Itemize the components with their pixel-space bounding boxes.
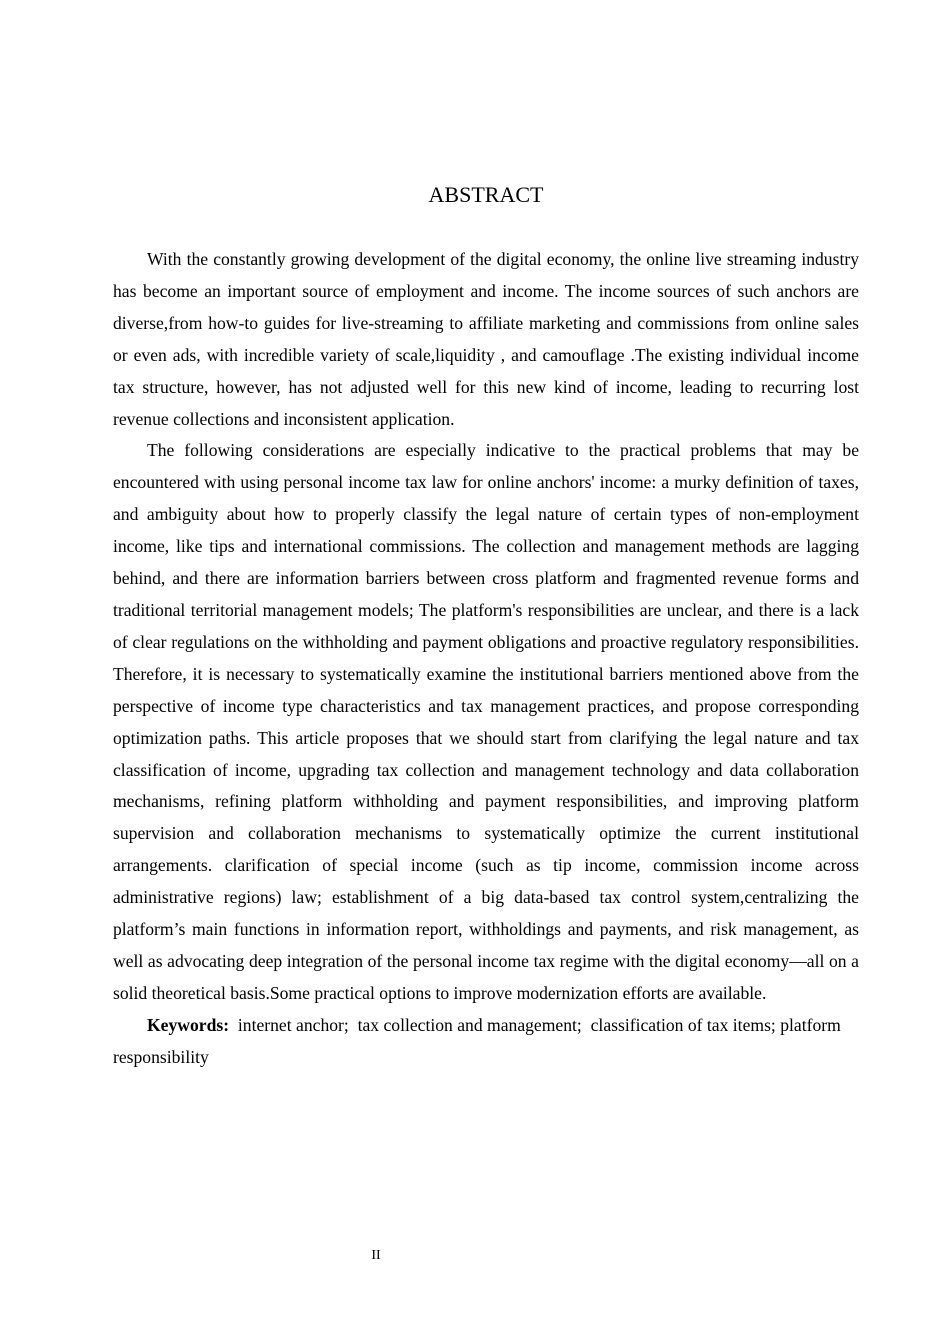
keywords-label: Keywords: bbox=[147, 1014, 230, 1035]
abstract-paragraph-1: With the constantly growing development of the digital economy, the online live streaming industry has become an important source of employment and income. The income sources of such anchors are diverse,from how-to guides for live-streaming to affiliate marketing and commissions from online sales or even ads, with incredible variety of scale,liquidity , and camouflage .The existing individual income tax structure, however, has not adjusted well for this new kind of income, leading to recurring lost revenue collections and inconsistent application. bbox=[113, 249, 859, 429]
abstract-paragraph-2: The following considerations are especially indicative to the practical problems that may be encountered with using personal income tax law for online anchors' income: a murky definition of taxes, and ambiguity about how to properly classify the legal nature of certain types of non-employment income, like tips and international commissions. The collection and management methods are lagging behind, and there are information barriers between cross platform and fragmented revenue forms and traditional territorial management models; The platform's responsibilities are unclear, and there is a lack of clear regulations on the withholding and payment obligations and proactive regulatory responsibilities. Therefore, it is necessary to systematically examine the institutional barriers mentioned above from the perspective of income type characteristics and tax management practices, and propose corresponding optimization paths. This article proposes that we should start from clarifying the legal nature and tax classification of income, upgrading tax collection and management technology and data collaboration mechanisms, refining platform withholding and payment responsibilities, and improving platform supervision and collaboration mechanisms to systematically optimize the current institutional arrangements. clarification of special income (such as tip income, commission income across administrative regions) law; establishment of a big data-based tax control system,centralizing the platform’s main functions in information report, withholdings and payments, and risk management, as well as advocating deep integration of the personal income tax regime with the digital economy—all on a solid theoretical basis.Some practical options to improve modernization efforts are available. bbox=[113, 440, 859, 1003]
abstract-body bbox=[113, 244, 859, 1074]
keywords-line bbox=[113, 1010, 859, 1074]
page-number: II bbox=[371, 1248, 381, 1263]
keyword-item: classification of tax items; bbox=[590, 1014, 776, 1035]
keyword-item: platform responsibility bbox=[113, 1014, 841, 1067]
abstract-title: ABSTRACT bbox=[428, 182, 544, 207]
keyword-item: tax collection and management; bbox=[357, 1014, 582, 1035]
keyword-item: internet anchor; bbox=[237, 1014, 349, 1035]
